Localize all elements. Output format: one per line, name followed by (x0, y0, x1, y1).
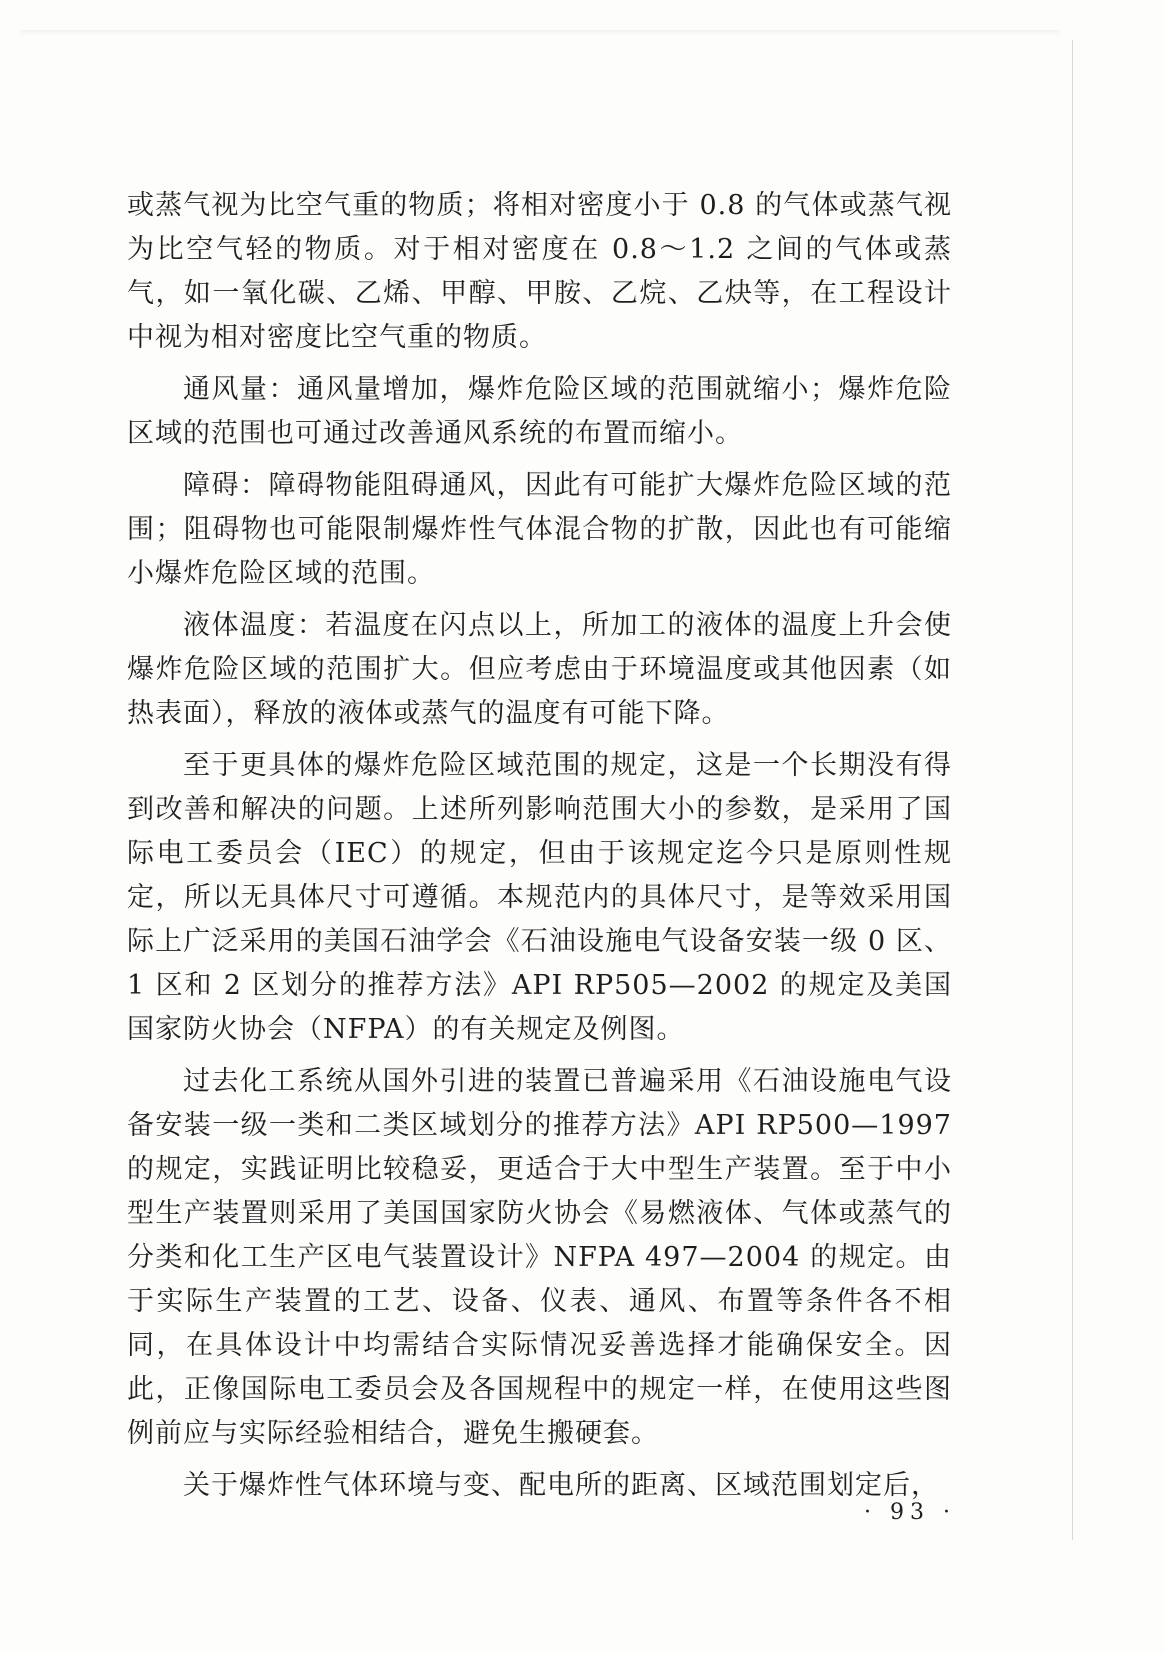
paragraph-area-range: 至于更具体的爆炸危险区域范围的规定，这是一个长期没有得到改善和解决的问题。上述所列影响范围大小的参数，是采用了国际电工委员会（IEC）的规定，但由于该规定迄今只是原则性规定，所以无具体尺寸可遵循。本规范内的具体尺寸，是等效采用国际上广泛采用的美国石油学会《石油设施电气设备安装一级 0 区、1 区和 2 区划分的推荐方法》API RP505—2002 的规定及美国国家防火协会（NFPA）的有关规定及例图。 (127, 750, 952, 1045)
paragraph-ventilation: 通风量：通风量增加，爆炸危险区域的范围就缩小；爆炸危险区域的范围也可通过改善通风系统的布置而缩小。 (127, 374, 952, 449)
scan-binding-line (1072, 40, 1073, 1540)
scan-top-edge (20, 30, 1060, 36)
paragraph-imported-devices: 过去化工系统从国外引进的装置已普遍采用《石油设施电气设备安装一级一类和二类区域划分的推荐方法》API RP500—1997 的规定，实践证明比较稳妥，更适合于大中型生产装置。至于中小型生产装置则采用了美国国家防火协会《易燃液体、气体或蒸气的分类和化工生产区电气装置设计》NFPA 497—2004 的规定。由于实际生产装置的工艺、设备、仪表、通风、布置等条件各不相同，在具体设计中均需结合实际情况妥善选择才能确保安全。因此，正像国际电工委员会及各国规程中的规定一样，在使用这些图例前应与实际经验相结合，避免生搬硬套。 (127, 1066, 952, 1449)
paragraph-continuation: 或蒸气视为比空气重的物质；将相对密度小于 0.8 的气体或蒸气视为比空气轻的物质。对于相对密度在 0.8～1.2 之间的气体或蒸气，如一氧化碳、乙烯、甲醇、甲胺、乙烷、乙炔等，在工程设计中视为相对密度比空气重的物质。 (127, 190, 952, 353)
body-text (127, 184, 952, 1516)
paragraph-substation-distance: 关于爆炸性气体环境与变、配电所的距离、区域范围划定后， (183, 1470, 939, 1501)
paragraph-obstacle: 障碍：障碍物能阻碍通风，因此有可能扩大爆炸危险区域的范围；阻碍物也可能限制爆炸性气体混合物的扩散，因此也有可能缩小爆炸危险区域的范围。 (127, 470, 952, 589)
paragraph-liquid-temperature: 液体温度：若温度在闪点以上，所加工的液体的温度上升会使爆炸危险区域的范围扩大。但应考虑由于环境温度或其他因素（如热表面），释放的液体或蒸气的温度有可能下降。 (127, 610, 952, 729)
page-number: · 93 · (864, 1500, 956, 1525)
